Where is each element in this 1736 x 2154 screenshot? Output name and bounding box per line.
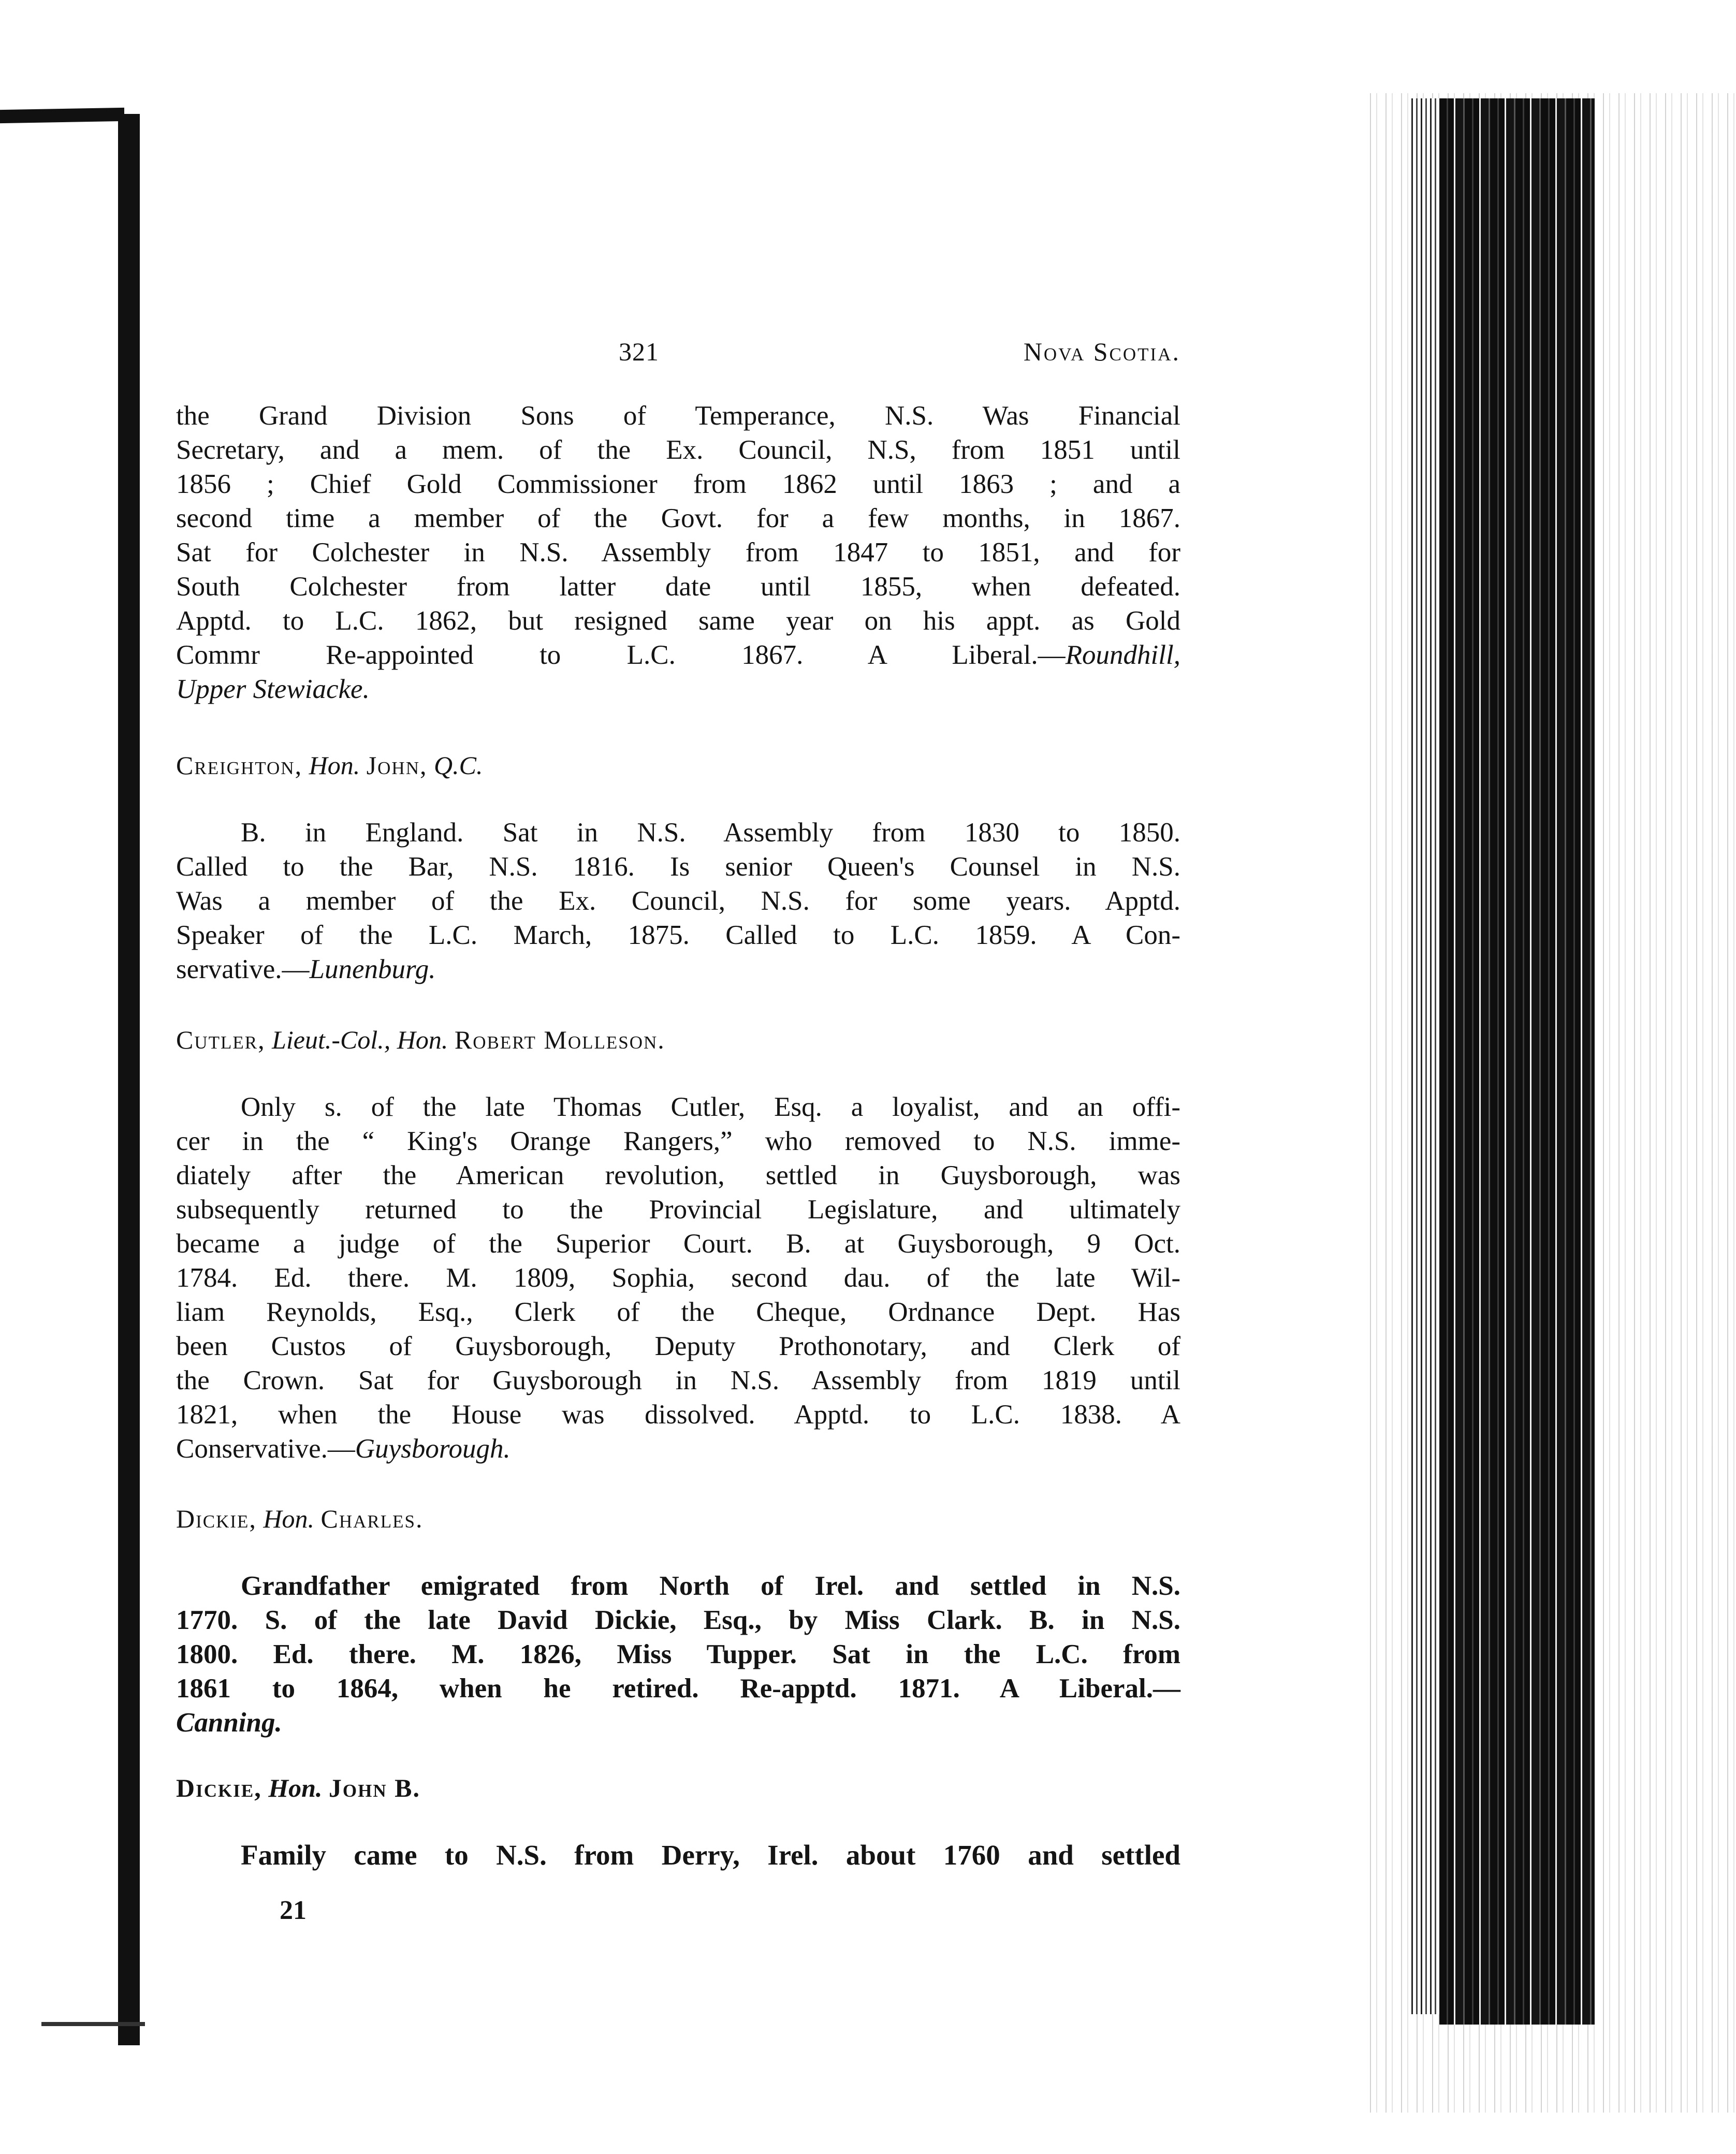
text-line: second time a member of the Govt. for a few months, in 1867.	[176, 503, 1180, 533]
scan-edge-bottom-left	[41, 2022, 145, 2026]
entry-body-dickie-charles	[176, 1569, 1180, 1740]
text-line: 1861 to 1864, when he retired. Re-apptd. 1871. A Liberal.—	[176, 1673, 1180, 1704]
text-line: Only s. of the late Thomas Cutler, Esq. a loyalist, and an offi-	[241, 1092, 1180, 1122]
scan-page-edges-dark	[1439, 98, 1595, 2025]
text-line: Family came to N.S. from Derry, Irel. about 1760 and settled	[241, 1839, 1180, 1871]
entry-surname: Cutler,	[176, 1025, 266, 1054]
text-line: 1784. Ed. there. M. 1809, Sophia, second dau. of the late Wil-	[176, 1263, 1180, 1293]
text-line	[176, 672, 1180, 706]
text-line: liam Reynolds, Esq., Clerk of the Cheque, Ordnance Dept. Has	[176, 1297, 1180, 1327]
text-line: been Custos of Guysborough, Deputy Prothonotary, and Clerk of	[176, 1331, 1180, 1361]
text-line: the Grand Division Sons of Temperance, N.S. Was Financial	[176, 401, 1180, 431]
entry-given-name: Charles.	[320, 1504, 424, 1533]
entry-body-cutler	[176, 1090, 1180, 1466]
scan-page-edges-light	[1408, 98, 1439, 2014]
entry-title: Hon.	[309, 751, 360, 780]
text-line: Grandfather emigrated from North of Irel. and settled in N.S.	[241, 1571, 1180, 1601]
text-line: diately after the American revolution, settled in Guysborough, was	[176, 1160, 1180, 1190]
running-head: Nova Scotia.	[1023, 337, 1180, 366]
text-line: Was a member of the Ex. Council, N.S. for some years. Apptd.	[176, 886, 1180, 916]
text-line: 1800. Ed. there. M. 1826, Miss Tupper. Sat in the L.C. from	[176, 1639, 1180, 1669]
entry-suffix: Q.C.	[434, 751, 483, 780]
text-line-body: Commr Re-appointed to L.C. 1867. A Liberal.—	[176, 640, 1066, 670]
continuation-paragraph	[176, 399, 1180, 706]
entry-heading-creighton	[176, 748, 483, 782]
entry-body-dickie-john	[176, 1838, 1180, 1872]
entry-surname: Creighton,	[176, 751, 303, 780]
text-line: Called to the Bar, N.S. 1816. Is senior Queen's Counsel in N.S.	[176, 852, 1180, 882]
residence: Guysborough.	[355, 1434, 510, 1464]
entry-heading-cutler	[176, 1023, 665, 1057]
text-line: cer in the “ King's Orange Rangers,” who removed to N.S. imme-	[176, 1126, 1180, 1156]
entry-given-name: Robert Molleson.	[454, 1025, 665, 1054]
residence: Lunenburg.	[309, 954, 436, 984]
text-line: the Crown. Sat for Guysborough in N.S. Assembly from 1819 until	[176, 1365, 1180, 1395]
text-line: Apptd. to L.C. 1862, but resigned same year on his appt. as Gold	[176, 606, 1180, 636]
text-line: subsequently returned to the Provincial Legislature, and ultimately	[176, 1195, 1180, 1225]
entry-heading-dickie-charles	[176, 1502, 424, 1536]
text-line-body: servative.—	[176, 954, 310, 984]
text-line	[176, 638, 1180, 672]
entry-rank: Lieut.-Col.,	[272, 1025, 391, 1054]
text-line: 1821, when the House was dissolved. Apptd. to L.C. 1838. A	[176, 1400, 1180, 1430]
entry-title: Hon.	[268, 1773, 323, 1802]
text-line	[176, 1432, 1180, 1466]
entry-given-name: John,	[366, 751, 428, 780]
text-line: Speaker of the L.C. March, 1875. Called to L.C. 1859. A Con-	[176, 920, 1180, 950]
entry-heading-dickie-john	[176, 1771, 420, 1805]
text-line: South Colchester from latter date until 1855, when defeated.	[176, 572, 1180, 602]
scan-binding-shadow	[118, 114, 140, 2045]
text-line: became a judge of the Superior Court. B. at Guysborough, 9 Oct.	[176, 1229, 1180, 1259]
residence: Roundhill,	[1065, 640, 1180, 670]
text-line: 1770. S. of the late David Dickie, Esq., by Miss Clark. B. in N.S.	[176, 1605, 1180, 1635]
residence: Canning.	[176, 1708, 282, 1738]
entry-body-creighton	[176, 816, 1180, 986]
text-line: B. in England. Sat in N.S. Assembly from 1830 to 1850.	[241, 818, 1180, 848]
text-line-body: Conservative.—	[176, 1434, 355, 1464]
page-number: 321	[619, 337, 659, 366]
text-line: Sat for Colchester in N.S. Assembly from 1847 to 1851, and for	[176, 537, 1180, 567]
text-line: Secretary, and a mem. of the Ex. Council, N.S, from 1851 until	[176, 435, 1180, 465]
text-line	[176, 1706, 1180, 1740]
entry-given-name: John B.	[328, 1773, 420, 1802]
residence-cont: Upper Stewiacke.	[176, 674, 370, 704]
entry-surname: Dickie,	[176, 1504, 257, 1533]
text-line	[176, 952, 1180, 986]
entry-title: Hon.	[397, 1025, 448, 1054]
entry-surname: Dickie,	[176, 1773, 262, 1802]
page-header	[176, 337, 1180, 373]
text-line: 1856 ; Chief Gold Commissioner from 1862 until 1863 ; and a	[176, 469, 1180, 499]
entry-title: Hon.	[263, 1504, 315, 1533]
scan-edge-top-left	[0, 108, 124, 123]
signature-mark: 21	[280, 1896, 307, 1925]
